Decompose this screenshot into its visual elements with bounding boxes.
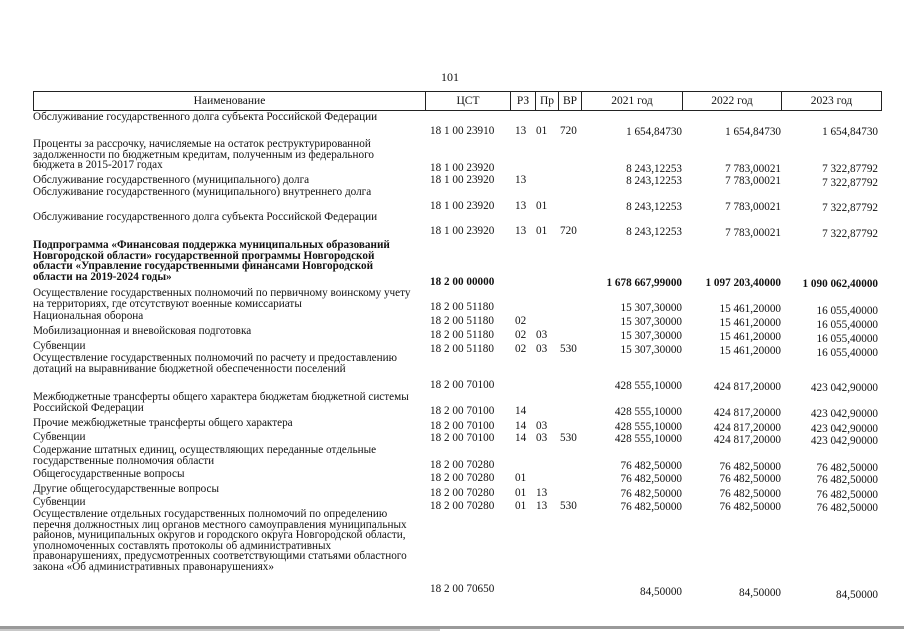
- row-2022: 424 817,20000: [713, 434, 781, 446]
- row-2022: 1 654,84730: [725, 126, 781, 138]
- row-2021: 428 555,10000: [614, 380, 682, 392]
- row-cst: 18 1 00 23910: [430, 125, 495, 137]
- row-rz: 02: [515, 329, 527, 341]
- header-2022: 2022 год: [682, 91, 782, 111]
- header-2023: 2023 год: [781, 91, 882, 111]
- row-2023: 76 482,50000: [816, 489, 878, 501]
- row-rz: 02: [515, 315, 527, 327]
- row-pr: 03: [536, 343, 548, 355]
- row-2022: 15 461,20000: [719, 345, 781, 357]
- row-name: Субвенции: [33, 340, 86, 352]
- header-cst: ЦСТ: [425, 91, 511, 111]
- row-2021: 76 482,50000: [620, 501, 682, 513]
- row-2022: 15 461,20000: [719, 303, 781, 315]
- row-cst: 18 2 00 70100: [430, 405, 495, 417]
- row-rz: 13: [515, 225, 527, 237]
- row-2022: 15 461,20000: [719, 331, 781, 343]
- row-cst: 18 2 00 00000: [430, 276, 495, 288]
- row-name: Другие общегосударственные вопросы: [33, 483, 220, 495]
- row-2023: 16 055,40000: [816, 333, 878, 345]
- row-name: Осуществление отдельных государственных полномочий по определению перечня должностных лиц органов местного самоуправления муниципальных районов, муниципальных округов и городского округа Новгородской области, уполномоченных составлять протоколы об административных правонарушениях, предусмотренных соответствующими статьями областного закона «Об административных правонарушениях»: [33, 508, 407, 573]
- header-2021: 2021 год: [581, 91, 683, 111]
- row-cst: 18 1 00 23920: [430, 200, 495, 212]
- row-cst: 18 2 00 70280: [430, 459, 495, 471]
- row-rz: 01: [515, 500, 527, 512]
- row-name: Субвенции: [33, 496, 86, 508]
- row-name: Содержание штатных единиц, осуществляющих переданные отдельные государственные полномочия области: [33, 444, 377, 467]
- row-2021: 8 243,12253: [626, 201, 682, 213]
- row-name: Мобилизационная и вневойсковая подготовка: [33, 325, 252, 337]
- row-name: Обслуживание государственного (муниципального) долга: [33, 174, 310, 186]
- row-2023: 423 042,90000: [810, 382, 878, 394]
- row-name: Прочие межбюджетные трансферты общего характера: [33, 417, 293, 429]
- row-2023: 1 654,84730: [822, 126, 878, 138]
- row-cst: 18 2 00 70280: [430, 500, 495, 512]
- row-2022: 76 482,50000: [719, 488, 781, 500]
- row-rz: 01: [515, 487, 527, 499]
- row-2023: 76 482,50000: [816, 502, 878, 514]
- row-cst: 18 2 00 51180: [430, 315, 494, 327]
- row-2021: 15 307,30000: [620, 316, 682, 328]
- row-2021: 1 654,84730: [626, 126, 682, 138]
- row-cst: 18 2 00 70650: [430, 583, 495, 595]
- header-pr: Пр: [535, 91, 559, 111]
- row-2023: 76 482,50000: [816, 474, 878, 486]
- row-2022: 15 461,20000: [719, 317, 781, 329]
- row-name: Общегосударственные вопросы: [33, 468, 185, 480]
- row-cst: 18 1 00 23920: [430, 174, 495, 186]
- row-2023: 7 322,87792: [822, 177, 878, 189]
- row-cst: 18 1 00 23920: [430, 162, 495, 174]
- row-vr: 530: [560, 500, 577, 512]
- row-2021: 15 307,30000: [620, 344, 682, 356]
- row-name: Осуществление государственных полномочий по первичному воинскому учету на территориях, где отсутствуют военные комиссариаты: [33, 287, 411, 310]
- row-2021: 428 555,10000: [614, 433, 682, 445]
- row-2023: 423 042,90000: [810, 435, 878, 447]
- row-2022: 7 783,00021: [725, 175, 781, 187]
- row-name: Национальная оборона: [33, 310, 144, 322]
- row-2022: 76 482,50000: [719, 501, 781, 513]
- row-2022: 76 482,50000: [719, 461, 781, 473]
- row-2022: 7 783,00021: [725, 163, 781, 175]
- row-cst: 18 2 00 51180: [430, 329, 494, 341]
- row-cst: 18 2 00 70280: [430, 472, 495, 484]
- row-2021: 8 243,12253: [626, 163, 682, 175]
- row-2023: 1 090 062,40000: [802, 278, 878, 290]
- scan-edge-shadow: [0, 629, 440, 631]
- row-name: Обслуживание государственного долга субъекта Российской Федерации: [33, 211, 378, 223]
- row-2021: 1 678 667,99000: [606, 277, 682, 289]
- row-name: Осуществление государственных полномочий по расчету и предоставлению дотаций на выравнивание бюджетной обеспеченности поселений: [33, 352, 397, 375]
- row-vr: 720: [560, 125, 577, 137]
- row-pr: 03: [536, 432, 548, 444]
- row-vr: 530: [560, 343, 577, 355]
- row-2023: 423 042,90000: [810, 423, 878, 435]
- row-rz: 14: [515, 420, 527, 432]
- row-name: Проценты за рассрочку, начисляемые на остаток реструктурированной задолженности по бюджетным кредитам, полученным из федерального бюджета в 2015-2017 годах: [33, 138, 375, 171]
- row-pr: 13: [536, 500, 548, 512]
- row-rz: 02: [515, 343, 527, 355]
- row-cst: 18 2 00 70100: [430, 379, 495, 391]
- row-2022: 84,50000: [739, 587, 781, 599]
- row-pr: 03: [536, 329, 548, 341]
- row-2021: 76 482,50000: [620, 473, 682, 485]
- row-cst: 18 2 00 51180: [430, 301, 494, 313]
- row-cst: 18 2 00 70100: [430, 420, 495, 432]
- row-2022: 424 817,20000: [713, 422, 781, 434]
- header-name: Наименование: [33, 91, 426, 111]
- row-rz: 14: [515, 432, 527, 444]
- row-2021: 428 555,10000: [614, 421, 682, 433]
- row-pr: 01: [536, 200, 548, 212]
- row-cst: 18 1 00 23920: [430, 225, 495, 237]
- row-2022: 76 482,50000: [719, 473, 781, 485]
- row-2023: 16 055,40000: [816, 319, 878, 331]
- row-2022: 1 097 203,40000: [705, 277, 781, 289]
- row-2022: 424 817,20000: [713, 407, 781, 419]
- row-2023: 16 055,40000: [816, 305, 878, 317]
- row-2023: 76 482,50000: [816, 462, 878, 474]
- row-pr: 03: [536, 420, 548, 432]
- row-name: Межбюджетные трансферты общего характера бюджетам бюджетной системы Российской Федерации: [33, 391, 409, 414]
- row-2021: 428 555,10000: [614, 406, 682, 418]
- row-2021: 76 482,50000: [620, 488, 682, 500]
- row-2021: 15 307,30000: [620, 330, 682, 342]
- row-rz: 01: [515, 472, 527, 484]
- row-rz: 14: [515, 405, 527, 417]
- row-pr: 01: [536, 225, 548, 237]
- row-pr: 13: [536, 487, 548, 499]
- row-2023: 7 322,87792: [822, 202, 878, 214]
- row-pr: 01: [536, 125, 548, 137]
- row-cst: 18 2 00 70280: [430, 487, 495, 499]
- row-cst: 18 2 00 51180: [430, 343, 494, 355]
- header-vr: ВР: [558, 91, 582, 111]
- row-name: Обслуживание государственного долга субъекта Российской Федерации: [33, 111, 378, 123]
- row-rz: 13: [515, 125, 527, 137]
- row-name: Обслуживание государственного (муниципального) внутреннего долга: [33, 186, 372, 198]
- row-2022: 424 817,20000: [713, 381, 781, 393]
- row-2023: 84,50000: [836, 589, 878, 601]
- row-2022: 7 783,00021: [725, 227, 781, 239]
- row-2021: 8 243,12253: [626, 226, 682, 238]
- row-name: Подпрограмма «Финансовая поддержка муниципальных образований Новгородской области» государственной программы Новгородской области «Управление государственными финансами Новгородской области на 2019-2024 годы»: [33, 239, 390, 283]
- row-2023: 7 322,87792: [822, 163, 878, 175]
- row-2023: 16 055,40000: [816, 347, 878, 359]
- row-rz: 13: [515, 200, 527, 212]
- row-cst: 18 2 00 70100: [430, 432, 495, 444]
- row-2023: 423 042,90000: [810, 408, 878, 420]
- row-name: Субвенции: [33, 431, 86, 443]
- row-2021: 8 243,12253: [626, 175, 682, 187]
- header-rz: РЗ: [510, 91, 536, 111]
- row-vr: 720: [560, 225, 577, 237]
- row-2022: 7 783,00021: [725, 201, 781, 213]
- row-2021: 84,50000: [640, 586, 682, 598]
- row-vr: 530: [560, 432, 577, 444]
- row-2023: 7 322,87792: [822, 228, 878, 240]
- page-number: 101: [441, 70, 459, 84]
- row-2021: 76 482,50000: [620, 460, 682, 472]
- row-rz: 13: [515, 174, 527, 186]
- row-2021: 15 307,30000: [620, 302, 682, 314]
